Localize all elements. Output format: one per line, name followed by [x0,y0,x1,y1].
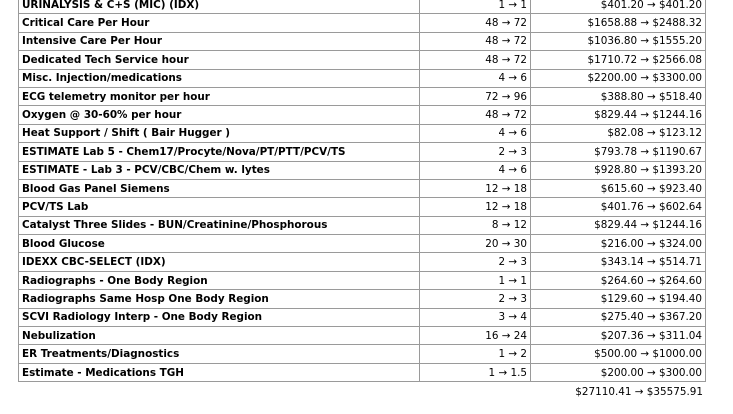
item-description: Catalyst Three Slides - BUN/Creatinine/Phosphorous [19,216,420,234]
table-row [19,345,706,363]
item-price-range: $1036.80 → $1555.20 [531,32,706,50]
table-row [19,51,706,69]
item-price-range: $829.44 → $1244.16 [531,216,706,234]
item-description: Blood Glucose [19,235,420,253]
table-row [19,106,706,124]
item-description: Dedicated Tech Service hour [19,51,420,69]
item-price-range: $615.60 → $923.40 [531,179,706,197]
item-description: Oxygen @ 30-60% per hour [19,106,420,124]
estimate-sheet [18,0,706,398]
table-row [19,0,706,14]
item-quantity-range: 48 → 72 [420,32,531,50]
item-price-range: $829.44 → $1244.16 [531,106,706,124]
item-description: Heat Support / Shift ( Bair Hugger ) [19,124,420,142]
item-description: IDEXX CBC-SELECT (IDX) [19,253,420,271]
item-quantity-range: 8 → 12 [420,216,531,234]
item-quantity-range: 2 → 3 [420,253,531,271]
table-row [19,32,706,50]
item-description: Radiographs Same Hosp One Body Region [19,290,420,308]
item-price-range: $1658.88 → $2488.32 [531,14,706,32]
table-row [19,87,706,105]
item-price-range: $343.14 → $514.71 [531,253,706,271]
item-quantity-range: 72 → 96 [420,87,531,105]
item-quantity-range: 48 → 72 [420,14,531,32]
item-description: Blood Gas Panel Siemens [19,179,420,197]
item-quantity-range: 12 → 18 [420,198,531,216]
table-row [19,14,706,32]
table-row [19,290,706,308]
item-description: ESTIMATE Lab 5 - Chem17/Procyte/Nova/PT/PTT/PCV/TS [19,143,420,161]
item-price-range: $2200.00 → $3300.00 [531,69,706,87]
item-quantity-range: 2 → 3 [420,143,531,161]
item-description: Misc. Injection/medications [19,69,420,87]
estimate-items-body [19,0,706,382]
item-quantity-range: 12 → 18 [420,179,531,197]
table-row [19,216,706,234]
item-quantity-range: 1 → 1.5 [420,363,531,381]
table-row [19,271,706,289]
item-quantity-range: 1 → 2 [420,345,531,363]
item-quantity-range: 20 → 30 [420,235,531,253]
item-price-range: $275.40 → $367.20 [531,308,706,326]
item-price-range: $207.36 → $311.04 [531,327,706,345]
item-quantity-range: 4 → 6 [420,161,531,179]
item-quantity-range: 48 → 72 [420,106,531,124]
item-quantity-range: 1 → 1 [420,0,531,14]
item-price-range: $1710.72 → $2566.08 [531,51,706,69]
table-row [19,179,706,197]
item-quantity-range: 48 → 72 [420,51,531,69]
item-quantity-range: 2 → 3 [420,290,531,308]
item-price-range: $388.80 → $518.40 [531,87,706,105]
table-row [19,235,706,253]
estimate-total: $27110.41 → $35575.91 [575,386,703,398]
item-description: Radiographs - One Body Region [19,271,420,289]
item-description: URINALYSIS & C+S (MIC) (IDX) [19,0,420,14]
table-row [19,308,706,326]
item-price-range: $200.00 → $300.00 [531,363,706,381]
item-price-range: $82.08 → $123.12 [531,124,706,142]
item-description: ECG telemetry monitor per hour [19,87,420,105]
item-price-range: $129.60 → $194.40 [531,290,706,308]
item-price-range: $401.20 → $401.20 [531,0,706,14]
table-row [19,161,706,179]
table-row [19,363,706,381]
item-price-range: $264.60 → $264.60 [531,271,706,289]
item-quantity-range: 4 → 6 [420,69,531,87]
item-quantity-range: 3 → 4 [420,308,531,326]
item-description: ER Treatments/Diagnostics [19,345,420,363]
item-description: PCV/TS Lab [19,198,420,216]
item-description: Nebulization [19,327,420,345]
item-description: SCVI Radiology Interp - One Body Region [19,308,420,326]
table-row [19,198,706,216]
estimate-items-table [18,0,706,382]
table-row [19,143,706,161]
item-price-range: $793.78 → $1190.67 [531,143,706,161]
item-price-range: $928.80 → $1393.20 [531,161,706,179]
item-quantity-range: 4 → 6 [420,124,531,142]
item-price-range: $500.00 → $1000.00 [531,345,706,363]
item-description: Intensive Care Per Hour [19,32,420,50]
item-quantity-range: 16 → 24 [420,327,531,345]
table-row [19,327,706,345]
item-description: ESTIMATE - Lab 3 - PCV/CBC/Chem w. lytes [19,161,420,179]
table-row [19,253,706,271]
table-row [19,124,706,142]
item-description: Estimate - Medications TGH [19,363,420,381]
item-quantity-range: 1 → 1 [420,271,531,289]
table-row [19,69,706,87]
item-price-range: $401.76 → $602.64 [531,198,706,216]
item-description: Critical Care Per Hour [19,14,420,32]
item-price-range: $216.00 → $324.00 [531,235,706,253]
